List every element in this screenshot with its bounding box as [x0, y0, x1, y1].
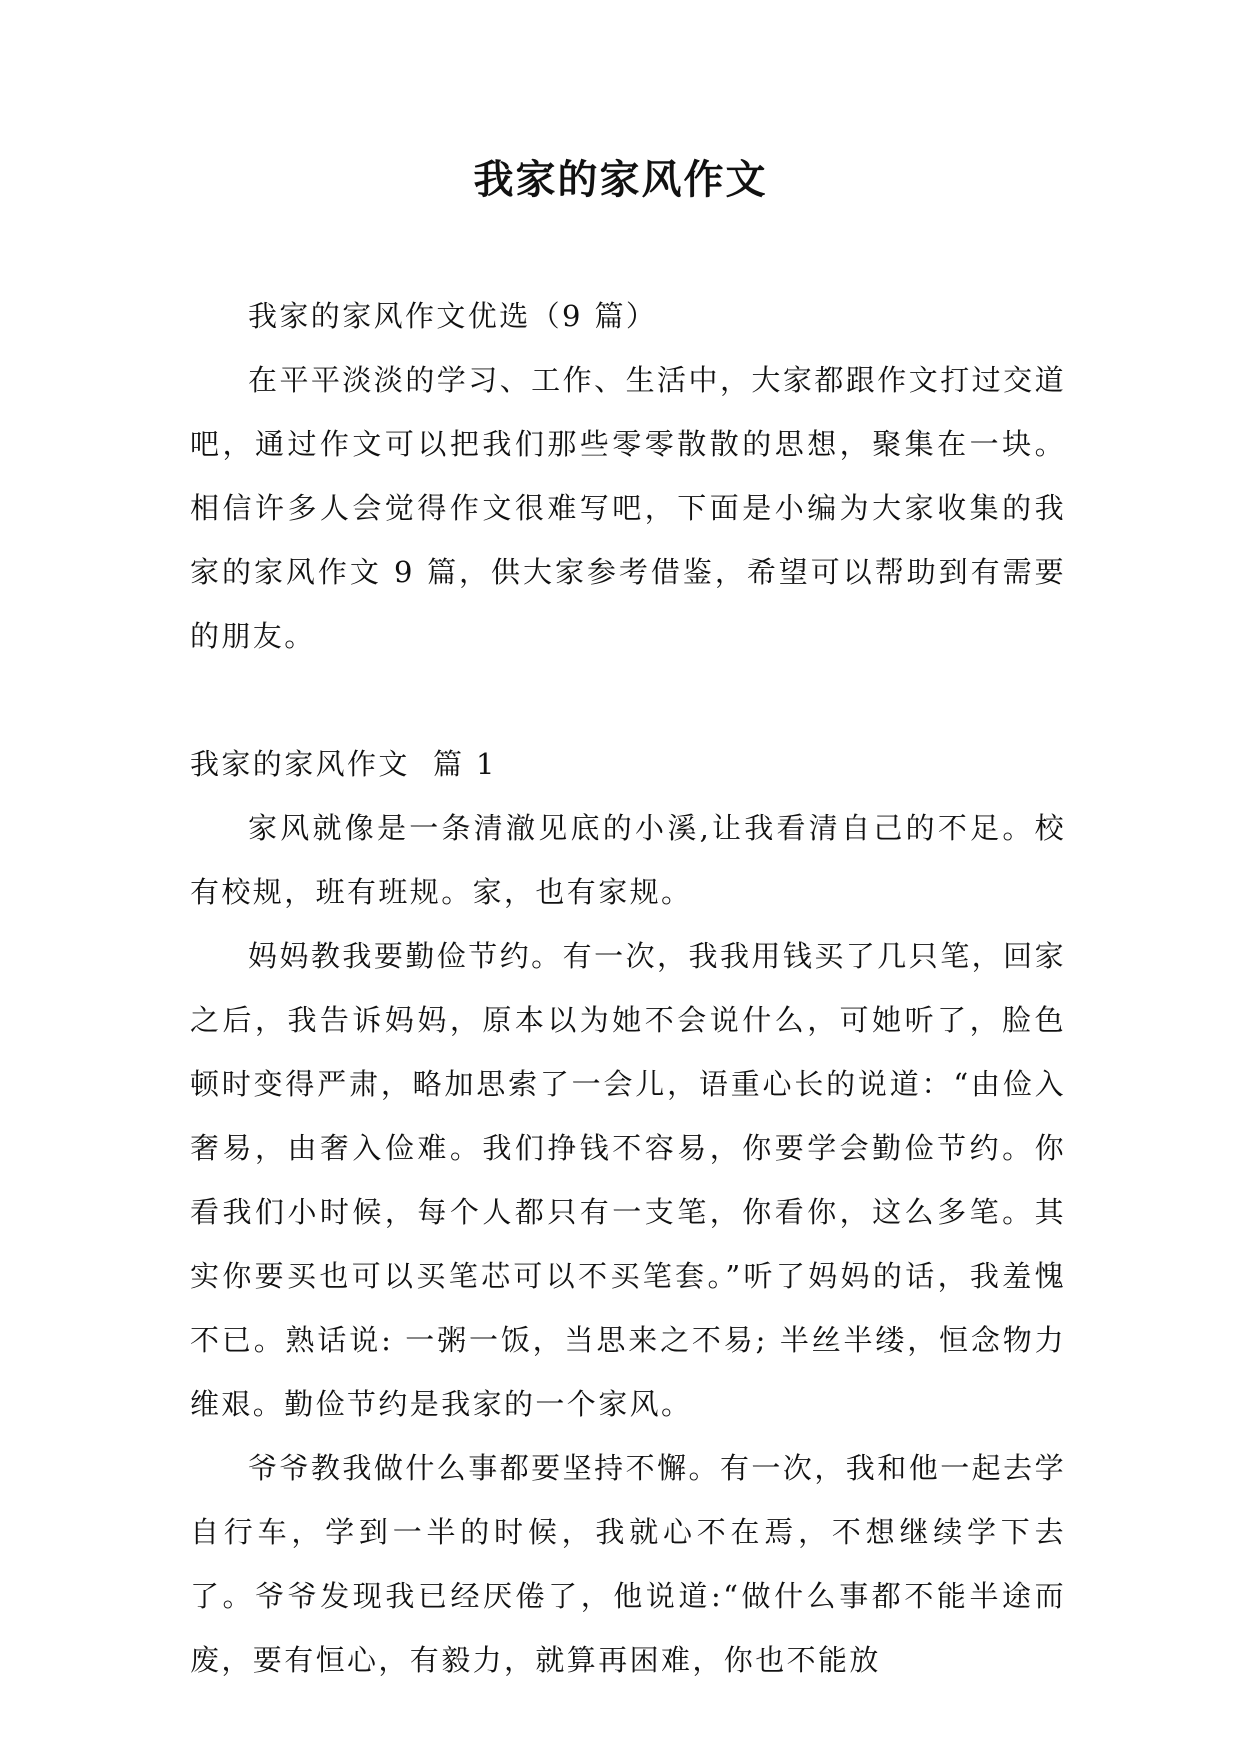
body-paragraph: 家风就像是一条清澈见底的小溪,让我看清自己的不足。校有校规，班有班规。家，也有家规。 — [190, 811, 1066, 909]
intro-paragraph: 在平平淡淡的学习、工作、生活中，大家都跟作文打过交道吧，通过作文可以把我们那些零零散散的思想，聚集在一块。相信许多人会觉得作文很难写吧，下面是小编为大家收集的我家的家风作文 9 篇，供大家参考借鉴，希望可以帮助到有需要的朋友。 — [190, 363, 1066, 653]
subtitle: 我家的家风作文优选（9 篇） — [248, 299, 658, 333]
document-body — [190, 284, 1066, 1692]
body-paragraph: 爷爷教我做什么事都要坚持不懈。有一次，我和他一起去学自行车，学到一半的时候，我就心不在焉，不想继续学下去了。爷爷发现我已经厌倦了，他说道:“做什么事都不能半途而废，要有恒心，有毅力，就算再困难，你也不能放 — [190, 1451, 1066, 1677]
document-title: 我家的家风作文 — [473, 156, 768, 203]
section-heading: 我家的家风作文 篇 1 — [190, 747, 497, 781]
body-paragraph: 妈妈教我要勤俭节约。有一次，我我用钱买了几只笔，回家之后，我告诉妈妈，原本以为她不会说什么，可她听了，脸色顿时变得严肃，略加思索了一会儿，语重心长的说道：“由俭入奢易，由奢入俭难。我们挣钱不容易，你要学会勤俭节约。你看我们小时候，每个人都只有一支笔，你看你，这么多笔。其实你要买也可以买笔芯可以不买笔套。”听了妈妈的话，我羞愧不已。熟话说: 一粥一饭，当思来之不易; 半丝半缕，恒念物力维艰。勤俭节约是我家的一个家风。 — [190, 939, 1066, 1421]
